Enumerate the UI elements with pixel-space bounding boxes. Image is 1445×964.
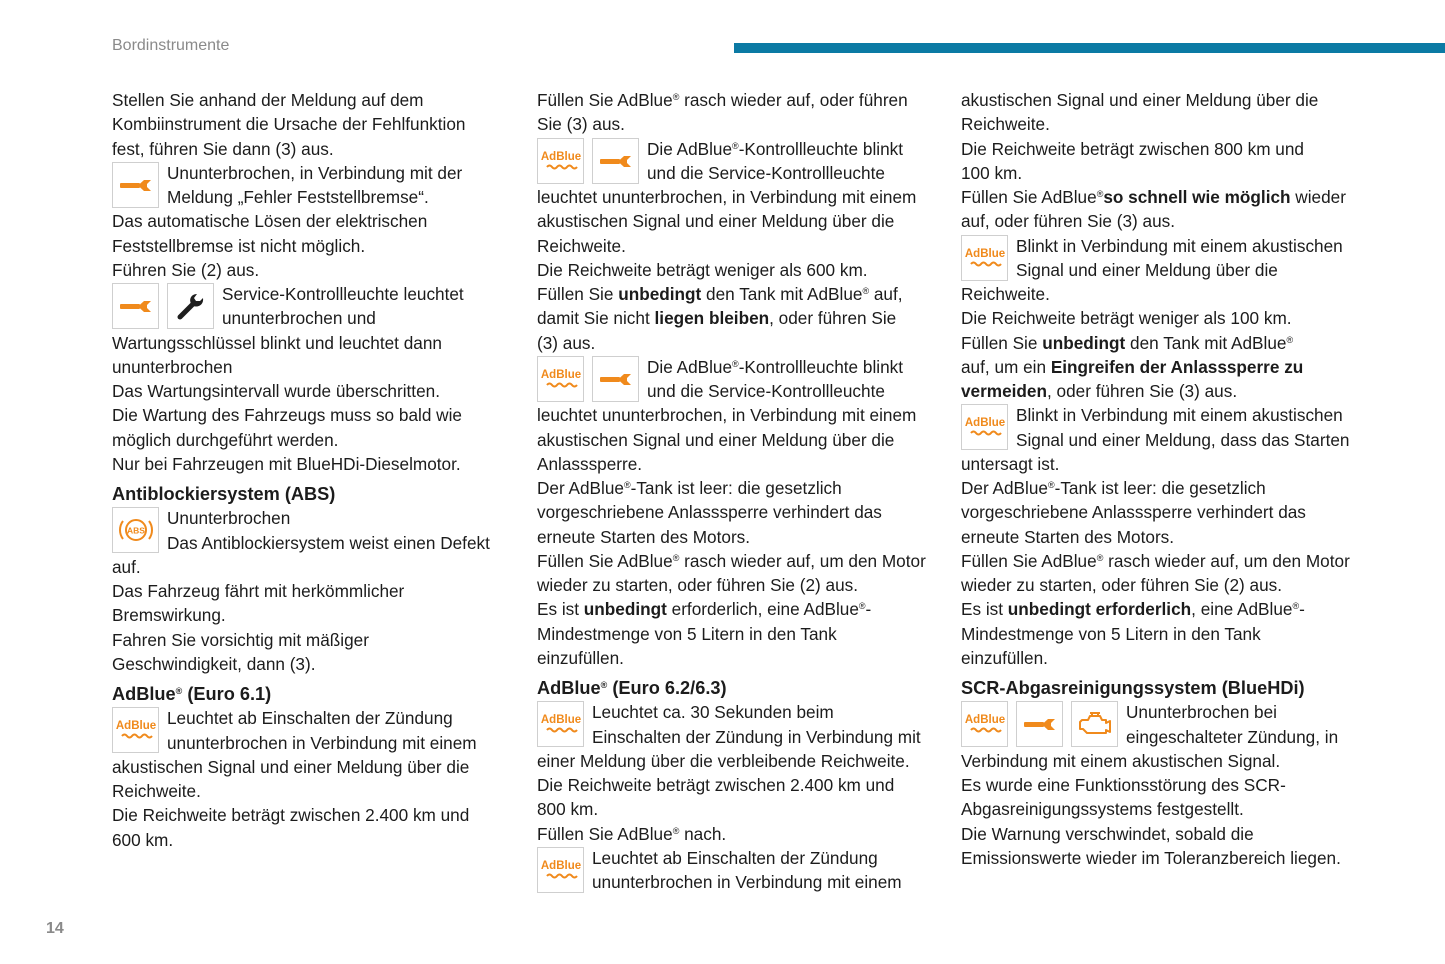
text-line: Reichweite. (537, 235, 626, 256)
warning-item (112, 506, 512, 555)
text-line: Blinkt in Verbindung mit einem akustischen (1016, 235, 1343, 256)
adblue-icon (537, 356, 584, 402)
text-line: 800 km. (537, 799, 599, 820)
adblue-icon (961, 404, 1008, 450)
text-line: Leuchtet ab Einschalten der Zündung (592, 847, 878, 868)
text-line: fest, führen Sie dann (3) aus. (112, 138, 334, 159)
text-line: Die Reichweite beträgt weniger als 600 km. (537, 259, 868, 280)
paragraph (961, 749, 1371, 870)
text-line: Führen Sie (2) aus. (112, 259, 260, 280)
abs-icon (112, 507, 159, 553)
text-line: ununterbrochen (112, 356, 233, 377)
text-line: Die Reichweite beträgt zwischen 2.400 km und (537, 775, 895, 795)
text-line: Die AdBlue®-Kontrollleuchte blinkt (647, 356, 904, 377)
text-line: auf. (112, 556, 141, 577)
text-line: Das automatische Lösen der elektrischen (112, 211, 428, 232)
text-line: Signal und einer Meldung über die (1016, 259, 1278, 280)
text-line: untersagt ist. (961, 453, 1060, 474)
text-line: Die AdBlue®-Kontrollleuchte blinkt (647, 138, 904, 159)
text-line: Feststellbremse ist nicht möglich. (112, 235, 366, 256)
warning-item (112, 161, 512, 210)
text-line: einzufüllen. (537, 647, 624, 668)
text-line: erneute Starten des Motors. (537, 526, 751, 547)
text-line: akustischen Signal und einer Meldung über die (537, 211, 895, 232)
text-line: Die Reichweite beträgt zwischen 2.400 km und (112, 805, 470, 826)
text-line: Reichweite. (112, 781, 201, 801)
warning-item (961, 234, 1371, 283)
warning-item (537, 700, 937, 749)
text-line: Verbindung mit einem akustischen Signal. (961, 750, 1281, 771)
wrench-orange-icon (112, 283, 159, 329)
text-line: Ununterbrochen (167, 508, 291, 529)
text-line: Leuchtet ca. 30 Sekunden beim (592, 702, 834, 723)
text-line: Kombiinstrument die Ursache der Fehlfunktion (112, 114, 466, 135)
text-line: Emissionswerte wieder im Toleranzbereich liegen. (961, 847, 1341, 868)
text-line: Fahren Sie vorsichtig mit mäßiger (112, 629, 369, 650)
heading-abs: Antiblockiersystem (ABS) (112, 484, 336, 504)
text-line: Füllen Sie AdBlue® rasch wieder auf, um den Motor (537, 550, 926, 571)
adblue-icon (537, 847, 584, 893)
svg-text:AdBlue: AdBlue (964, 247, 1005, 260)
text-line: eingeschalteter Zündung, in (1126, 726, 1339, 747)
text-line: Nur bei Fahrzeugen mit BlueHDi-Dieselmotor. (112, 453, 461, 474)
svg-text:AdBlue: AdBlue (540, 714, 581, 727)
svg-text:AdBlue: AdBlue (964, 714, 1005, 727)
svg-text:AdBlue: AdBlue (540, 859, 581, 872)
paragraph (112, 555, 512, 676)
svg-text:ABS: ABS (126, 525, 145, 536)
text-line: Es wurde eine Funktionsstörung des SCR- (961, 775, 1286, 795)
warning-item (112, 282, 512, 331)
wrench-orange-icon (112, 162, 159, 208)
text-line: Anlasssperre. (537, 453, 643, 474)
text-line: leuchtet ununterbrochen, in Verbindung mit einem (537, 405, 917, 426)
text-line: Einschalten der Zündung in Verbindung mit (592, 726, 921, 747)
text-line: Die Reichweite beträgt zwischen 800 km und (961, 138, 1304, 159)
text-line: wieder zu starten, oder führen Sie (2) aus. (537, 575, 858, 595)
heading-adblue-euro62: AdBlue® (Euro 6.2/6.3) (537, 678, 727, 698)
svg-text:AdBlue: AdBlue (964, 417, 1005, 430)
text-line: erneute Starten des Motors. (961, 526, 1175, 547)
text-line: Füllen Sie AdBlue® nach. (537, 823, 727, 844)
text-line: (3) aus. (537, 332, 596, 353)
svg-text:AdBlue: AdBlue (540, 150, 581, 163)
text-line: Stellen Sie anhand der Meldung auf dem (112, 90, 424, 110)
text-line: Mindestmenge von 5 Litern in den Tank (961, 623, 1261, 644)
text-line: ununterbrochen in Verbindung mit einem (167, 732, 477, 753)
paragraph (537, 403, 937, 476)
paragraph (112, 331, 512, 477)
column-3 (961, 88, 1371, 870)
text-line: akustischen Signal und einer Meldung über die (537, 429, 895, 450)
text-line: Die Reichweite beträgt weniger als 100 km. (961, 308, 1292, 329)
paragraph (112, 755, 512, 852)
warning-item (961, 403, 1371, 452)
text-line: Abgasreinigungssystems festgestellt. (961, 799, 1244, 820)
svg-text:AdBlue: AdBlue (115, 720, 156, 733)
engine-check-icon (1071, 701, 1118, 747)
text-line: Füllen Sie AdBlue® rasch wieder auf, um den Motor (961, 550, 1350, 571)
text-line: leuchtet ununterbrochen, in Verbindung mit einem (537, 187, 917, 207)
section-title: Bordinstrumente (112, 37, 230, 54)
text-line: Füllen Sie AdBlue® rasch wieder auf, oder führen (537, 90, 908, 110)
warning-item (537, 846, 937, 895)
text-line: Der AdBlue®-Tank ist leer: die gesetzlich (537, 478, 842, 498)
text-line: Sie (3) aus. (537, 114, 625, 135)
text-line: Reichweite. (961, 114, 1050, 135)
text-line: Das Fahrzeug fährt mit herkömmlicher (112, 581, 405, 601)
text-line: Es ist unbedingt erforderlich, eine AdBlue®- (537, 599, 872, 620)
text-line: einzufüllen. (961, 647, 1048, 668)
warning-item (961, 700, 1371, 749)
text-line: und die Service-Kontrollleuchte (647, 381, 885, 401)
page-number: 14 (46, 920, 64, 937)
text-line: auf, oder führen Sie (3) aus. (961, 211, 1176, 232)
text-line: akustischen Signal und einer Meldung über die (961, 90, 1319, 110)
text-line: damit Sie nicht liegen bleiben, oder führen Sie (537, 308, 897, 329)
text-line: 100 km. (961, 162, 1023, 183)
text-line: Mindestmenge von 5 Litern in den Tank (537, 623, 837, 644)
warning-item (537, 355, 937, 404)
text-line: Es ist unbedingt erforderlich, eine AdBlue®- (961, 599, 1305, 620)
text-line: vorgeschriebene Anlasssperre verhindert das (537, 502, 882, 523)
text-line: Geschwindigkeit, dann (3). (112, 653, 316, 674)
text-line: Ununterbrochen bei (1126, 702, 1277, 723)
text-line: 600 km. (112, 829, 174, 850)
adblue-icon (537, 701, 584, 747)
text-line: und die Service-Kontrollleuchte (647, 162, 885, 183)
text-line: Signal und einer Meldung, dass das Starten (1016, 429, 1350, 450)
paragraph (537, 749, 937, 822)
text-line: Ununterbrochen, in Verbindung mit der (167, 162, 463, 183)
text-line: akustischen Signal und einer Meldung über die (112, 756, 470, 777)
text-line: Der AdBlue®-Tank ist leer: die gesetzlich (961, 478, 1266, 498)
text-line: ununterbrochen in Verbindung mit einem (592, 872, 902, 892)
text-line: Die Wartung des Fahrzeugs muss so bald wie (112, 405, 462, 426)
text-line: vermeiden, oder führen Sie (3) aus. (961, 381, 1238, 401)
text-line: Meldung „Fehler Feststellbremse“. (167, 187, 429, 207)
text-line: Das Antiblockiersystem weist einen Defekt (167, 532, 490, 553)
text-line: auf, um ein Eingreifen der Anlasssperre zu (961, 356, 1304, 377)
paragraph (112, 88, 512, 161)
paragraph (112, 209, 512, 282)
text-line: vorgeschriebene Anlasssperre verhindert das (961, 502, 1306, 523)
text-line: Service-Kontrollleuchte leuchtet (222, 284, 464, 304)
text-line: einer Meldung über die verbleibende Reichweite. (537, 750, 910, 771)
text-line: Leuchtet ab Einschalten der Zündung (167, 708, 453, 729)
text-line: Das Wartungsintervall wurde überschritten. (112, 381, 440, 401)
text-line: Füllen Sie unbedingt den Tank mit AdBlue® (961, 332, 1294, 353)
heading-adblue-euro61: AdBlue® (Euro 6.1) (112, 684, 272, 704)
svg-text:AdBlue: AdBlue (540, 368, 581, 381)
adblue-icon (112, 707, 159, 753)
text-line: ununterbrochen und (222, 308, 376, 329)
text-line: Füllen Sie AdBlue®so schnell wie möglich wieder (961, 187, 1346, 207)
adblue-icon (961, 235, 1008, 281)
text-line: Blinkt in Verbindung mit einem akustischen (1016, 405, 1343, 426)
warning-item (112, 706, 512, 755)
wrench-orange-icon (592, 138, 639, 184)
wrench-orange-icon (592, 356, 639, 402)
adblue-icon (961, 701, 1008, 747)
text-line: Reichweite. (961, 284, 1050, 304)
paragraph (537, 185, 937, 282)
text-line: möglich durchgeführt werden. (112, 429, 339, 450)
heading-scr: SCR-Abgasreinigungssystem (BlueHDi) (961, 678, 1305, 698)
adblue-icon (537, 138, 584, 184)
text-line: Die Warnung verschwindet, sobald die (961, 823, 1254, 844)
header-accent-bar (734, 43, 1445, 53)
column-1 (112, 88, 512, 852)
text-line: Bremswirkung. (112, 605, 226, 626)
column-2 (537, 88, 937, 894)
service-wrench-icon (167, 283, 214, 329)
text-line: wieder zu starten, oder führen Sie (2) aus. (961, 575, 1282, 595)
warning-item (537, 137, 937, 186)
text-line: Füllen Sie unbedingt den Tank mit AdBlue® auf, (537, 284, 903, 304)
text-line: Wartungsschlüssel blinkt und leuchtet dann (112, 332, 442, 353)
wrench-orange-icon (1016, 701, 1063, 747)
paragraph (961, 88, 1371, 185)
